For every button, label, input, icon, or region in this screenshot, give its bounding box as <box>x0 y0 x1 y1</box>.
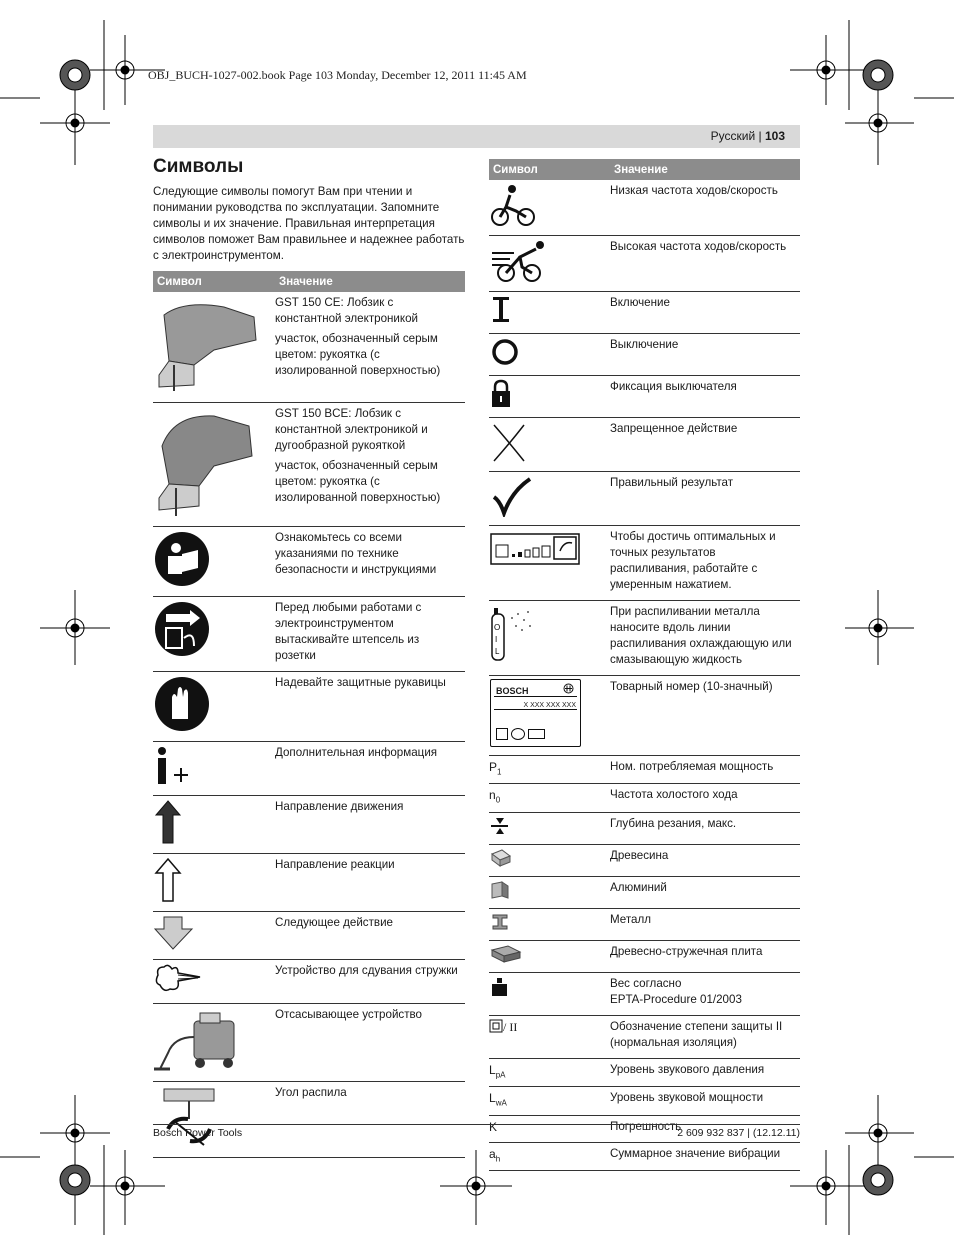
footer-divider <box>153 1124 800 1125</box>
cross-icon <box>490 421 530 463</box>
row-text: Металл <box>610 912 652 926</box>
table-row <box>153 911 465 959</box>
bosch-logo-icon <box>563 683 574 694</box>
oil-can-icon <box>490 604 540 662</box>
row-text: При распиливании металла наносите вдоль линии распиливания охлаждающую или смазывающую жидкость <box>610 605 792 666</box>
row-text: Следующее действие <box>275 915 393 929</box>
print-info: OBJ_BUCH-1027-002.book Page 103 Monday, December 12, 2011 11:45 AM <box>148 68 527 82</box>
row-text: Уровень звукового давления <box>610 1062 765 1076</box>
metal-icon <box>490 912 512 932</box>
svg-text:L: L <box>495 647 500 656</box>
switch-off-icon <box>490 337 522 367</box>
table-row <box>489 601 800 676</box>
cutting-depth-icon <box>490 816 510 836</box>
table-row <box>489 292 800 334</box>
page-header <box>153 125 800 148</box>
table-row <box>489 526 800 601</box>
table-row <box>489 756 800 784</box>
row-text: GST 150 CE: Лобзик с константной электроникой <box>275 296 419 325</box>
row-text: Угол распила <box>275 1085 347 1099</box>
arrow-up-outline-icon <box>154 857 184 903</box>
pressure-scale-icon <box>490 529 580 569</box>
table-row <box>489 784 800 812</box>
gloves-icon <box>154 675 214 733</box>
table-row <box>153 959 465 1003</box>
table-row <box>489 1058 800 1086</box>
row-text: Фиксация выключателя <box>610 380 737 393</box>
footer-doc-number: 2 609 932 837 | (12.12.11) <box>677 1127 800 1139</box>
left-col-symbol: Символ <box>153 271 275 292</box>
nameplate-number: X XXX XXX XXX <box>523 702 576 709</box>
right-col-meaning: Значение <box>610 159 800 180</box>
row-text: Запрещенное действие <box>610 422 738 435</box>
table-row <box>489 972 800 1015</box>
table-row <box>153 1003 465 1081</box>
page-number: 103 <box>764 129 785 143</box>
row-text: Надевайте защитные рукавицы <box>275 675 446 689</box>
row-text: Уровень звуковой мощности <box>610 1091 764 1105</box>
nameplate-icon <box>490 679 581 747</box>
nameplate-brand: BOSCH <box>496 686 529 696</box>
symbol-label: L <box>489 1091 496 1106</box>
row-text: Низкая частота ходов/скорость <box>610 184 778 197</box>
row-text: Устройство для сдувания стружки <box>275 963 458 977</box>
symbol-label: n <box>489 788 496 803</box>
unplug-icon <box>154 600 214 658</box>
table-row <box>489 1142 800 1170</box>
cyclist-slow-icon <box>490 183 538 227</box>
arrow-up-filled-icon <box>154 799 184 845</box>
read-manual-icon <box>154 530 214 588</box>
symbol-sub: 0 <box>495 795 501 805</box>
symbol-sub: 1 <box>497 767 502 777</box>
wood-icon <box>490 848 512 868</box>
table-row <box>489 180 800 236</box>
arrow-down-icon <box>154 915 194 951</box>
protection-class-icon <box>489 1019 503 1033</box>
row-text: Суммарное значение вибрации <box>610 1146 781 1160</box>
chipboard-icon <box>490 944 522 964</box>
header-language: Русский <box>710 129 756 143</box>
table-row <box>153 671 465 741</box>
table-row <box>489 940 800 972</box>
table-row <box>489 472 800 526</box>
aluminium-icon <box>490 880 512 900</box>
row-text: Правильный результат <box>610 476 734 489</box>
row-text: Обозначение степени защиты II (нормальная изоляция) <box>610 1019 783 1049</box>
header-separator: | <box>755 129 765 143</box>
table-row <box>489 236 800 292</box>
switch-on-icon <box>490 295 520 325</box>
chip-blower-icon <box>154 963 204 995</box>
table-row <box>153 526 465 596</box>
row-text: Ознакомьтесь со всеми указаниями по технике безопасности и инструкциями <box>275 530 437 576</box>
table-row <box>153 402 465 526</box>
row-text: Направление движения <box>275 799 404 813</box>
row-text: Отсасывающее устройство <box>275 1007 422 1021</box>
row-text: Частота холостого хода <box>610 788 738 802</box>
table-row <box>489 1015 800 1058</box>
row-text: Древесина <box>610 848 669 862</box>
row-text: EPTA-Procedure 01/2003 <box>610 992 742 1006</box>
left-col-meaning: Значение <box>275 271 465 292</box>
symbol-sub: h <box>495 1153 501 1163</box>
row-text: Древесно-стружечная плита <box>610 944 763 958</box>
symbol-label: P <box>489 760 498 774</box>
row-text: участок, обозначенный серым цветом: рукоятка (с изолированной поверхностью) <box>275 332 441 377</box>
lock-icon <box>490 379 514 409</box>
row-text: Дополнительная информация <box>275 745 438 759</box>
row-text: Включение <box>610 296 670 309</box>
row-text: Товарный номер (10-значный) <box>610 680 773 693</box>
symbol-sub: wA <box>495 1098 507 1108</box>
symbol-label: a <box>489 1146 496 1161</box>
svg-text:O: O <box>494 623 501 632</box>
row-text: Высокая частота ходов/скорость <box>610 240 787 253</box>
footer-brand: Bosch Power Tools <box>153 1127 243 1139</box>
row-text: Чтобы достичь оптимальных и точных результатов распиливания, работайте с умеренным нажатием. <box>610 530 776 591</box>
row-text: Перед любыми работами с электроинструментом вытаскивайте штепсель из розетки <box>275 600 422 662</box>
table-row <box>489 812 800 844</box>
table-row <box>153 795 465 853</box>
left-symbol-table <box>153 271 465 1158</box>
cyclist-fast-icon <box>490 239 550 283</box>
symbol-label: L <box>489 1062 496 1077</box>
row-text: участок, обозначенный серым цветом: рукоятка (с изолированной поверхностью) <box>275 458 441 504</box>
row-text: Погрешность <box>610 1119 682 1133</box>
table-row <box>489 676 800 756</box>
table-row <box>153 596 465 671</box>
table-row <box>489 418 800 472</box>
row-text: Выключение <box>610 338 679 351</box>
table-row <box>489 334 800 376</box>
info-plus-icon <box>154 745 194 787</box>
symbol-label: K <box>489 1119 498 1134</box>
table-row <box>489 876 800 908</box>
symbol-sub: pA <box>495 1070 506 1080</box>
table-row <box>489 908 800 940</box>
row-text: Алюминий <box>610 880 667 894</box>
vacuum-icon <box>154 1007 240 1073</box>
symbol-label: / II <box>503 1019 518 1034</box>
row-text: Ном. потребляемая мощность <box>610 760 774 773</box>
svg-text:I: I <box>495 635 498 644</box>
row-text: Вес согласно <box>610 976 682 990</box>
intro-text: Следующие символы помогут Вам при чтении и понимании руководства по эксплуатации. Запомните символы и их значение. Правильная интерпретация символов поможет Вам правильнее и надежнее работать с электроинструментом. <box>153 185 465 262</box>
row-text: Направление реакции <box>275 857 395 871</box>
row-text: GST 150 BCE: Лобзик с константной электроникой и дугообразной рукояткой <box>275 406 428 452</box>
right-col-symbol: Символ <box>489 159 610 180</box>
table-row <box>153 741 465 795</box>
jigsaw-gst150bce-icon <box>154 406 264 518</box>
check-icon <box>490 475 532 517</box>
weight-icon <box>490 976 510 998</box>
jigsaw-gst150ce-icon <box>154 295 264 393</box>
table-row <box>153 292 465 402</box>
page-title: Символы <box>153 156 244 177</box>
table-row <box>489 844 800 876</box>
table-row <box>489 376 800 418</box>
right-symbol-table <box>489 159 800 1171</box>
table-row <box>153 853 465 911</box>
table-row <box>153 1081 465 1157</box>
row-text: Глубина резания, макс. <box>610 816 737 830</box>
table-row <box>489 1087 800 1115</box>
